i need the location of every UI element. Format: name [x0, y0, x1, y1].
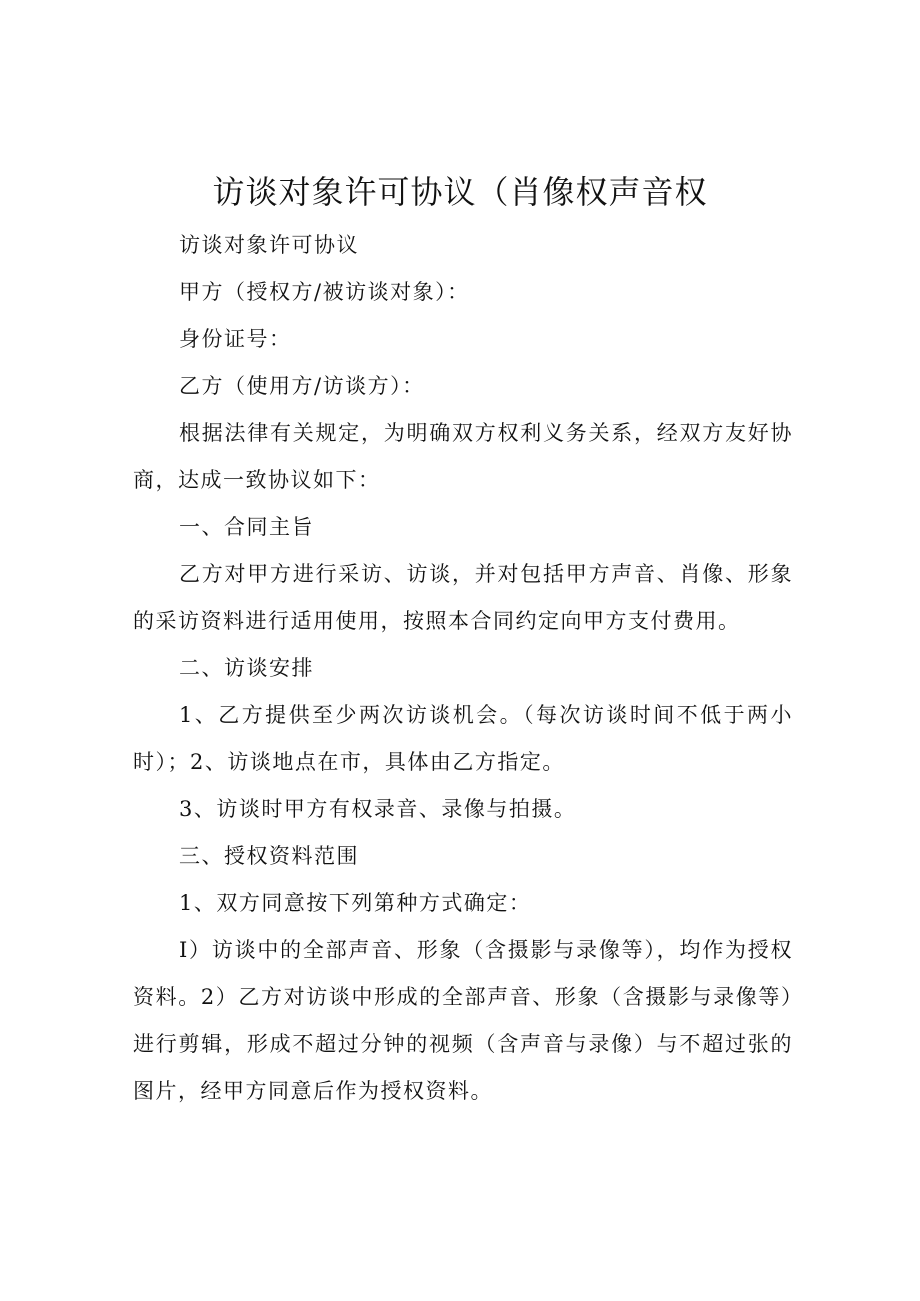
id-number-line: 身份证号： — [179, 327, 292, 351]
party-b-line: 乙方（使用方/访谈方）： — [179, 374, 425, 398]
document-title: 访谈对象许可协议（肖像权声音权 — [212, 173, 708, 211]
subtitle-paragraph: 访谈对象许可协议 — [179, 233, 359, 257]
section-heading-3: 三、授权资料范围 — [179, 844, 359, 868]
preamble-paragraph: 根据法律有关规定，为明确双方权利义务关系，经双方友好协商，达成一致协议如下： — [133, 421, 793, 492]
section-1-paragraph: 乙方对甲方进行采访、访谈，并对包括甲方声音、肖像、形象的采访资料进行适用使用，按照本合同约定向甲方支付费用。 — [133, 562, 793, 633]
section-2-item-3: 3、访谈时甲方有权录音、录像与拍摄。 — [179, 797, 577, 821]
section-heading-2: 二、访谈安排 — [179, 656, 314, 680]
section-heading-1: 一、合同主旨 — [179, 515, 314, 539]
section-2-item-1-2: 1、乙方提供至少两次访谈机会。（每次访谈时间不低于两小时）；2、访谈地点在市，具体由乙方指定。 — [133, 703, 793, 774]
document-body — [133, 222, 793, 1115]
section-3-item-1: 1、双方同意按下列第种方式确定： — [179, 891, 532, 915]
party-a-line: 甲方（授权方/被访谈对象）： — [179, 280, 470, 304]
section-3-options-paragraph: I）访谈中的全部声音、形象（含摄影与录像等），均作为授权资料。2）乙方对访谈中形成的全部声音、形象（含摄影与录像等）进行剪辑，形成不超过分钟的视频（含声音与录像）与不超过张的图片，经甲方同意后作为授权资料。 — [133, 938, 793, 1103]
